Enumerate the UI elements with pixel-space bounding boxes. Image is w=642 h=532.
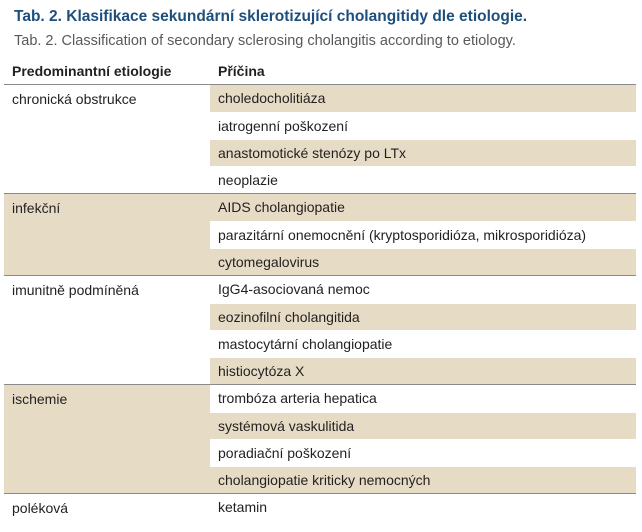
table-body — [4, 85, 636, 521]
cause-cell: mastocytární cholangiopatie — [210, 330, 636, 357]
cause-cell: neoplazie — [210, 166, 636, 193]
cause-cell: histiocytóza X — [210, 357, 636, 384]
cause-cell: anastomotické stenózy po LTx — [210, 139, 636, 166]
table-group — [4, 276, 636, 385]
cause-cell: systémová vaskulitida — [210, 412, 636, 439]
etiology-cell: poléková — [12, 500, 69, 516]
cause-cell: poradiační poškození — [210, 439, 636, 466]
table-group — [4, 494, 636, 521]
cause-cell: iatrogenní poškození — [210, 112, 636, 139]
etiology-cell: imunitně podmíněná — [12, 282, 139, 298]
cause-cell: parazitární onemocnění (kryptosporidióza, mikrosporidióza) — [210, 221, 636, 248]
cause-cell: trombóza arteria hepatica — [218, 390, 377, 406]
cause-cell: ketamin — [218, 499, 268, 515]
etiology-cell: chronická obstrukce — [12, 91, 137, 107]
classification-table — [4, 57, 636, 521]
header-cause: Příčina — [218, 63, 265, 79]
cause-cell: eozinofilní cholangitida — [210, 303, 636, 330]
table-title: Tab. 2. Klasifikace sekundární sklerotizující cholangitidy dle etiologie. — [14, 8, 528, 25]
etiology-cell: infekční — [12, 200, 61, 216]
cause-cell: choledocholitiáza — [210, 85, 636, 112]
cause-cell: cytomegalovirus — [210, 248, 636, 275]
cause-cell: cholangiopatie kriticky nemocných — [210, 466, 636, 493]
cause-cell: IgG4-asociovaná nemoc — [218, 281, 370, 297]
etiology-cell: ischemie — [12, 391, 68, 407]
table-group — [4, 194, 636, 276]
table-subtitle: Tab. 2. Classification of secondary sclerosing cholangitis according to etiology. — [14, 33, 516, 49]
table-group — [4, 85, 636, 194]
header-etiology: Predominantní etiologie — [12, 63, 172, 79]
table-header — [4, 57, 636, 85]
table-group — [4, 385, 636, 494]
cause-cell: AIDS cholangiopatie — [210, 194, 636, 221]
